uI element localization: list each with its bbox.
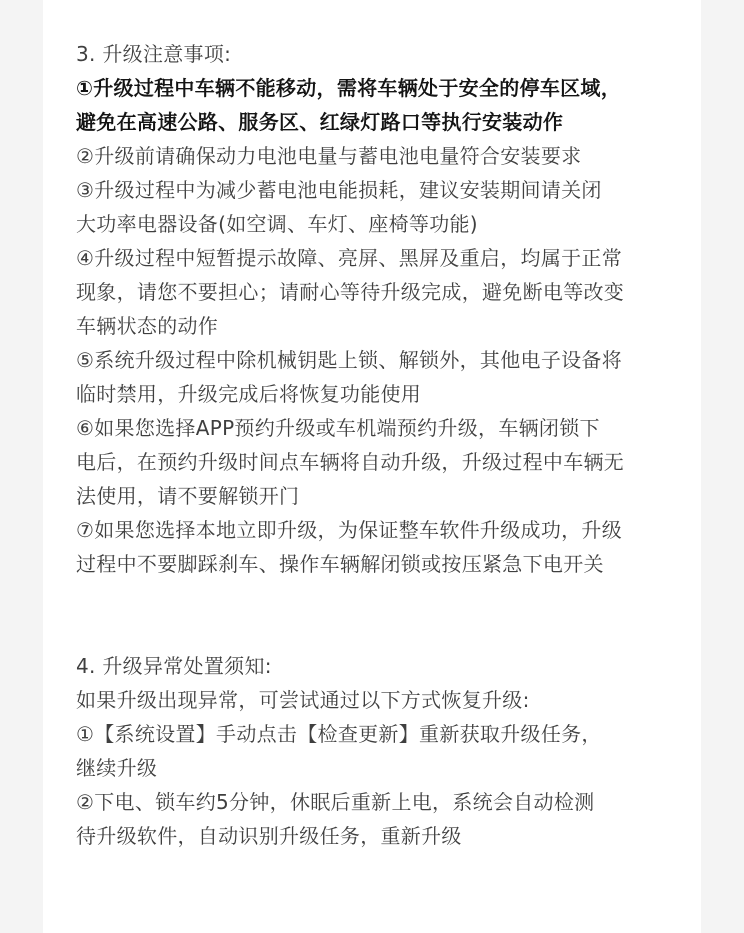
section-heading: 4. 升级异常处置须知: <box>76 654 272 678</box>
text-line: 车辆状态的动作 <box>76 314 219 338</box>
text-line: 如果升级出现异常，可尝试通过以下方式恢复升级: <box>76 688 530 712</box>
section-upgrade-precautions <box>76 37 676 581</box>
text-line: 临时禁用，升级完成后将恢复功能使用 <box>76 382 422 406</box>
text-line: 过程中不要脚踩刹车、操作车辆解闭锁或按压紧急下电开关 <box>76 552 604 576</box>
section-upgrade-exception <box>76 649 676 853</box>
text-line: ⑦如果您选择本地立即升级，为保证整车软件升级成功，升级 <box>76 518 623 542</box>
document-content <box>76 37 676 853</box>
text-line: ③升级过程中为减少蓄电池电能损耗，建议安装期间请关闭 <box>76 178 602 202</box>
text-line: ①【系统设置】手动点击【检查更新】重新获取升级任务， <box>76 722 602 746</box>
text-line: 继续升级 <box>76 756 158 780</box>
text-line: 现象，请您不要担心；请耐心等待升级完成，避免断电等改变 <box>76 280 625 304</box>
text-line: ⑥如果您选择APP预约升级或车机端预约升级，车辆闭锁下 <box>76 416 600 440</box>
text-line: 大功率电器设备(如空调、车灯、座椅等功能) <box>76 212 478 236</box>
section-spacer <box>76 581 676 649</box>
text-line: ②升级前请确保动力电池电量与蓄电池电量符合安装要求 <box>76 144 582 168</box>
text-line: 待升级软件，自动识别升级任务，重新升级 <box>76 824 462 848</box>
text-line: ④升级过程中短暂提示故障、亮屏、黑屏及重启，均属于正常 <box>76 246 623 270</box>
text-line: ②下电、锁车约5分钟，休眠后重新上电，系统会自动检测 <box>76 790 595 814</box>
text-line: 法使用，请不要解锁开门 <box>76 484 300 508</box>
document-page <box>43 0 701 933</box>
text-line: ①升级过程中车辆不能移动，需将车辆处于安全的停车区域， <box>76 76 622 100</box>
section-heading: 3. 升级注意事项: <box>76 42 232 66</box>
text-line: 电后，在预约升级时间点车辆将自动升级，升级过程中车辆无 <box>76 450 625 474</box>
text-line: ⑤系统升级过程中除机械钥匙上锁、解锁外，其他电子设备将 <box>76 348 623 372</box>
text-line: 避免在高速公路、服务区、红绿灯路口等执行安装动作 <box>76 110 564 134</box>
